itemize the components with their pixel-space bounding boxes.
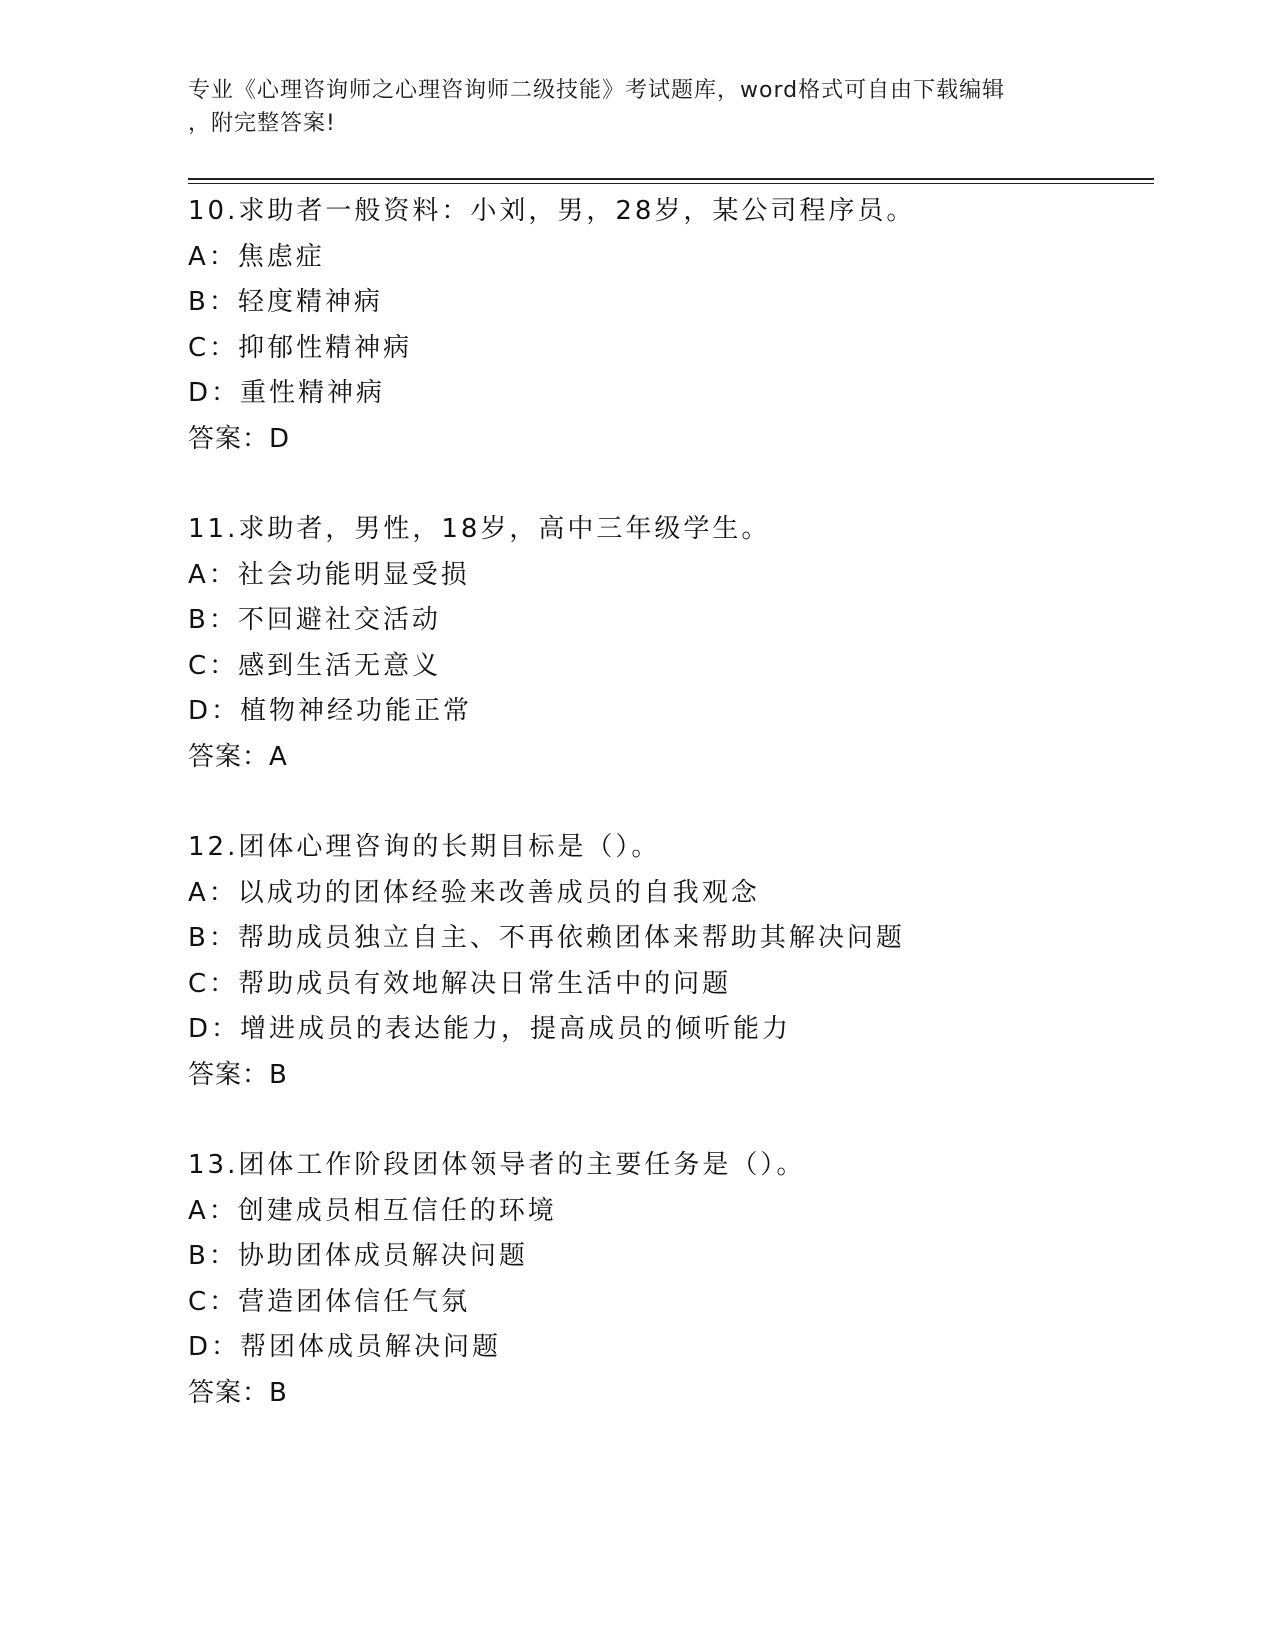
answer-line xyxy=(188,1053,1154,1099)
answer-value: B xyxy=(269,1059,288,1090)
answer-value: B xyxy=(269,1377,288,1408)
question-13 xyxy=(188,1143,1154,1416)
header-line-2: ，附完整答案! xyxy=(188,111,336,136)
question-stem: 12.团体心理咨询的长期目标是（）。 xyxy=(188,832,661,862)
option-c: C：感到生活无意义 xyxy=(188,650,442,681)
document-header xyxy=(188,74,1088,140)
option-b: B：不回避社交活动 xyxy=(188,605,441,635)
option-a: A：创建成员相互信任的环境 xyxy=(188,1195,557,1226)
answer-label: 答案： xyxy=(188,1377,270,1408)
answer-value: A xyxy=(269,741,288,772)
option-d: D：重性精神病 xyxy=(188,378,386,408)
header-divider-thin xyxy=(188,183,1154,184)
question-12 xyxy=(188,825,1154,1098)
answer-label: 答案： xyxy=(188,1059,270,1090)
option-c: C：营造团体信任气氛 xyxy=(188,1286,471,1317)
option-c: C：抑郁性精神病 xyxy=(188,332,413,363)
answer-value: D xyxy=(269,423,291,454)
option-a: A：以成功的团体经验来改善成员的自我观念 xyxy=(188,877,760,908)
answer-line xyxy=(188,735,1154,781)
answer-line xyxy=(188,1371,1154,1417)
option-b: B：协助团体成员解决问题 xyxy=(188,1241,528,1271)
option-d: D：植物神经功能正常 xyxy=(188,696,473,726)
question-stem: 10.求助者一般资料：小刘，男，28岁，某公司程序员。 xyxy=(188,196,916,226)
question-stem: 11.求助者，男性，18岁，高中三年级学生。 xyxy=(188,514,771,544)
option-a: A：焦虑症 xyxy=(188,241,325,272)
question-stem: 13.团体工作阶段团体领导者的主要任务是（）。 xyxy=(188,1150,806,1180)
answer-label: 答案： xyxy=(188,741,270,772)
option-d: D：帮团体成员解决问题 xyxy=(188,1332,502,1362)
question-11 xyxy=(188,507,1154,780)
answer-label: 答案： xyxy=(188,423,270,454)
option-c: C：帮助成员有效地解决日常生活中的问题 xyxy=(188,968,732,999)
option-a: A：社会功能明显受损 xyxy=(188,559,470,590)
option-d: D：增进成员的表达能力，提高成员的倾听能力 xyxy=(188,1014,792,1044)
question-10 xyxy=(188,189,1154,462)
option-b: B：帮助成员独立自主、不再依赖团体来帮助其解决问题 xyxy=(188,923,905,953)
header-line-1: 专业《心理咨询师之心理咨询师二级技能》考试题库，word格式可自由下载编辑 xyxy=(188,78,1006,103)
header-divider-thick xyxy=(188,178,1154,180)
question-list xyxy=(188,189,1154,1461)
answer-line xyxy=(188,417,1154,463)
option-b: B：轻度精神病 xyxy=(188,287,383,317)
